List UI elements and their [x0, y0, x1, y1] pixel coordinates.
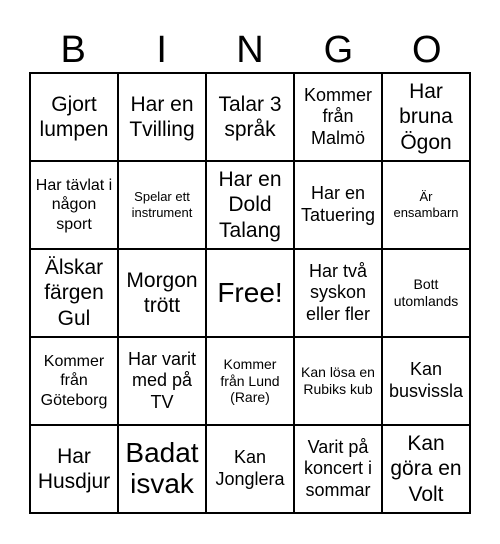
bingo-cell[interactable]: Kommer från Göteborg	[30, 337, 118, 425]
bingo-cell[interactable]: Varit på koncert i sommar	[294, 425, 382, 513]
bingo-cell[interactable]: Älskar färgen Gul	[30, 249, 118, 337]
bingo-cell[interactable]: Badat isvak	[118, 425, 206, 513]
bingo-cell[interactable]: Spelar ett instrument	[118, 161, 206, 249]
header-letter-g: G	[323, 29, 354, 71]
bingo-cell[interactable]: Talar 3 språk	[206, 73, 294, 161]
bingo-cell[interactable]: Har tävlat i någon sport	[30, 161, 118, 249]
bingo-cell[interactable]: Har en Dold Talang	[206, 161, 294, 249]
bingo-cell[interactable]: Gjort lumpen	[30, 73, 118, 161]
bingo-cell-free[interactable]: Free!	[206, 249, 294, 337]
bingo-cell[interactable]: Kan busvissla	[382, 337, 470, 425]
bingo-cell[interactable]: Kan göra en Volt	[382, 425, 470, 513]
bingo-cell[interactable]: Kan Jonglera	[206, 425, 294, 513]
bingo-cell[interactable]: Kan lösa en Rubiks kub	[294, 337, 382, 425]
header-letter-n: N	[236, 29, 264, 71]
bingo-cell[interactable]: Har Husdjur	[30, 425, 118, 513]
header-letter-o: O	[412, 29, 442, 71]
header-letter-b: B	[60, 29, 86, 71]
bingo-cell[interactable]: Har en Tvilling	[118, 73, 206, 161]
bingo-cell[interactable]: Har bruna Ögon	[382, 73, 470, 161]
bingo-header	[29, 28, 471, 72]
bingo-board	[29, 72, 471, 514]
header-letter-i: I	[156, 29, 167, 71]
bingo-cell[interactable]: Har varit med på TV	[118, 337, 206, 425]
bingo-cell[interactable]: Har en Tatuering	[294, 161, 382, 249]
bingo-cell[interactable]: Är ensambarn	[382, 161, 470, 249]
bingo-cell[interactable]: Morgon trött	[118, 249, 206, 337]
bingo-cell[interactable]: Har två syskon eller fler	[294, 249, 382, 337]
bingo-cell[interactable]: Kommer från Malmö	[294, 73, 382, 161]
bingo-cell[interactable]: Kommer från Lund (Rare)	[206, 337, 294, 425]
bingo-cell[interactable]: Bott utomlands	[382, 249, 470, 337]
